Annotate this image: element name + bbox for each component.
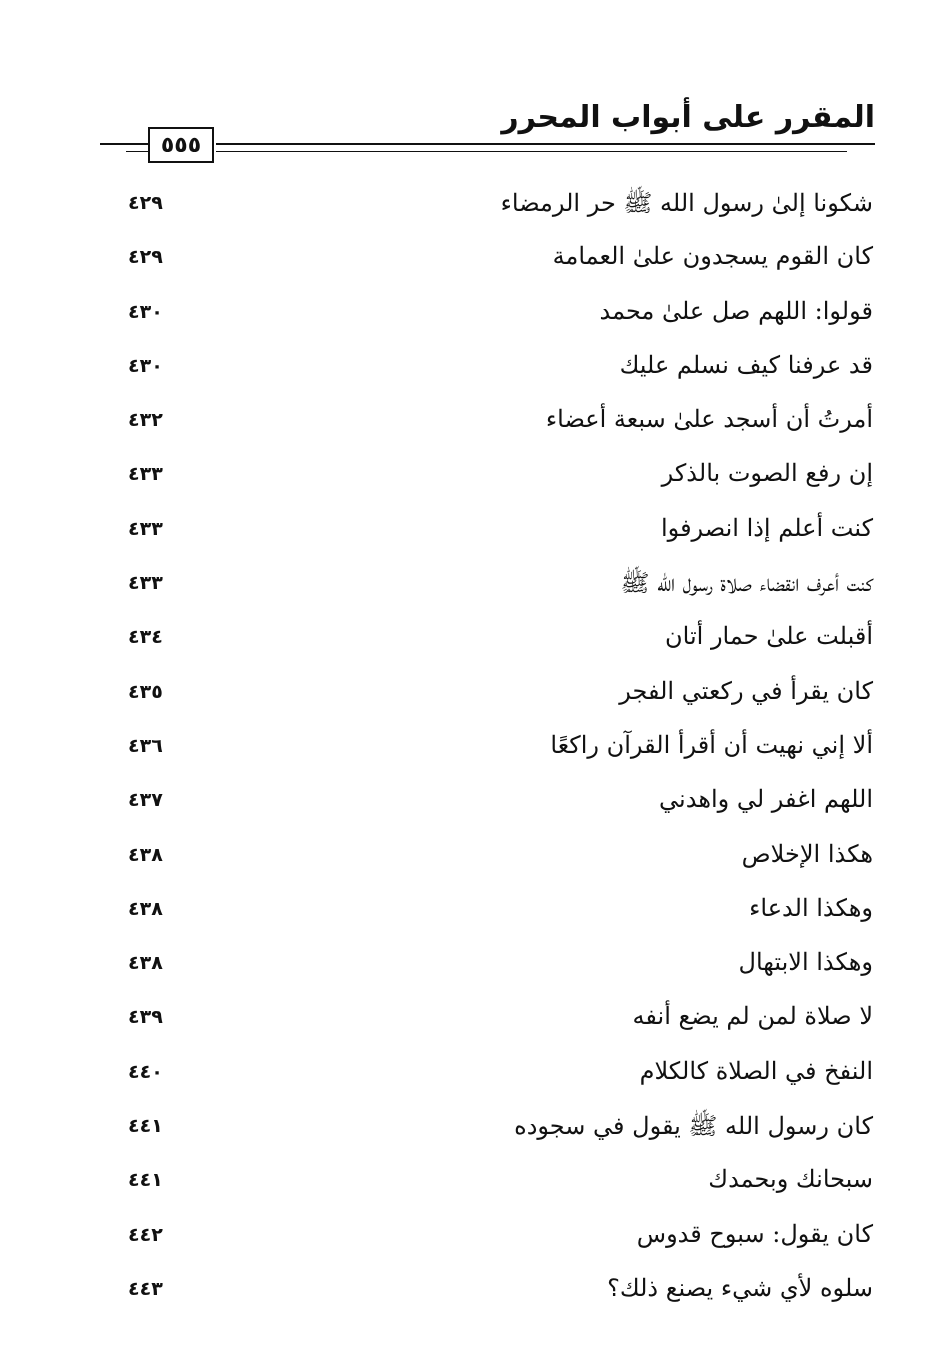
entry-text: أقبلت علىٰ حمار أتان [665, 622, 873, 651]
index-entry [0, 560, 937, 614]
entry-page-number: ٤٤١ [128, 1169, 163, 1192]
entry-text: كنت أعرف انقضاء صلاة رسول الله ﷺ [620, 569, 873, 598]
entry-text: كان رسول الله ﷺ يقول في سجوده [514, 1112, 873, 1141]
entry-text: شكونا إلىٰ رسول الله ﷺ حر الرمضاء [500, 189, 873, 217]
entry-page-number: ٤٣٢ [128, 409, 163, 432]
entry-text: ألا إني نهيت أن أقرأ القرآن راكعًا [550, 730, 873, 759]
entry-text: النفخ في الصلاة كالكلام [639, 1056, 873, 1085]
entry-page-number: ٤٣٣ [128, 572, 163, 595]
entry-page-number: ٤٣٠ [128, 354, 163, 377]
index-entry [0, 234, 937, 288]
index-entry [0, 1049, 937, 1103]
index-entry [0, 832, 937, 886]
index-entry [0, 994, 937, 1048]
entry-page-number: ٤٤٢ [128, 1223, 163, 1246]
index-entry [0, 1266, 937, 1320]
entry-page-number: ٤٣٩ [128, 1006, 163, 1029]
entry-text: كان يقرأ في ركعتي الفجر [619, 676, 873, 705]
entry-text: قد عرفنا كيف نسلم عليك [619, 350, 873, 379]
entry-page-number: ٤٤١ [128, 1115, 163, 1138]
index-entry [0, 1157, 937, 1211]
index-entry [0, 506, 937, 560]
entry-text: كان القوم يسجدون علىٰ العمامة [552, 242, 873, 271]
index-entry [0, 1103, 937, 1157]
index-entry [0, 289, 937, 343]
header-rule-left-bottom [126, 151, 148, 152]
header-rule-bottom [216, 151, 847, 152]
entry-page-number: ٤٣٨ [128, 897, 163, 920]
index-entry [0, 1212, 937, 1266]
entry-page-number: ٤٣٧ [128, 789, 163, 812]
entry-page-number: ٤٤٣ [128, 1277, 163, 1300]
entry-page-number: ٤٣٣ [128, 463, 163, 486]
entry-page-number: ٤٢٩ [128, 192, 163, 214]
entry-page-number: ٤٣٤ [128, 626, 163, 649]
running-header-title: المقرر على أبواب المحرر [501, 100, 875, 135]
index-entry [0, 940, 937, 994]
entry-text: وهكذا الدعاء [749, 893, 873, 922]
entry-text: لا صلاة لمن لم يضع أنفه [632, 1002, 873, 1031]
entry-text: إن رفع الصوت بالذكر [661, 459, 873, 488]
index-entry [0, 397, 937, 451]
entry-page-number: ٤٣٥ [128, 680, 163, 703]
index-entry [0, 614, 937, 668]
header-rule-left-top [100, 143, 148, 145]
entry-page-number: ٤٤٠ [128, 1060, 163, 1083]
entry-text: سلوه لأي شيء يصنع ذلك؟ [607, 1273, 873, 1302]
entry-page-number: ٤٣٦ [128, 734, 163, 757]
entry-text: اللهم اغفر لي واهدني [659, 785, 873, 814]
index-list [0, 180, 937, 1320]
index-entry [0, 886, 937, 940]
entry-page-number: ٤٢٩ [128, 246, 163, 269]
page-number: ٥٥٥ [148, 127, 214, 163]
index-entry [0, 180, 937, 234]
entry-page-number: ٤٣٨ [128, 843, 163, 866]
index-entry [0, 723, 937, 777]
entry-text: كان يقول: سبوح قدوس [636, 1219, 873, 1248]
entry-text: قولوا: اللهم صل علىٰ محمد [599, 296, 873, 325]
index-entry [0, 669, 937, 723]
entry-text: سبحانك وبحمدك [708, 1165, 873, 1194]
index-entry [0, 777, 937, 831]
index-entry [0, 343, 937, 397]
entry-text: أمرتُ أن أسجد علىٰ سبعة أعضاء [545, 405, 873, 434]
entry-text: وهكذا الابتهال [738, 948, 873, 977]
entry-page-number: ٤٣٨ [128, 952, 163, 975]
entry-text: هكذا الإخلاص [741, 839, 873, 868]
entry-text: كنت أعلم إذا انصرفوا [661, 513, 873, 542]
header-rule-top [216, 143, 875, 145]
index-entry [0, 451, 937, 505]
entry-page-number: ٤٣٣ [128, 517, 163, 540]
entry-page-number: ٤٣٠ [128, 300, 163, 323]
